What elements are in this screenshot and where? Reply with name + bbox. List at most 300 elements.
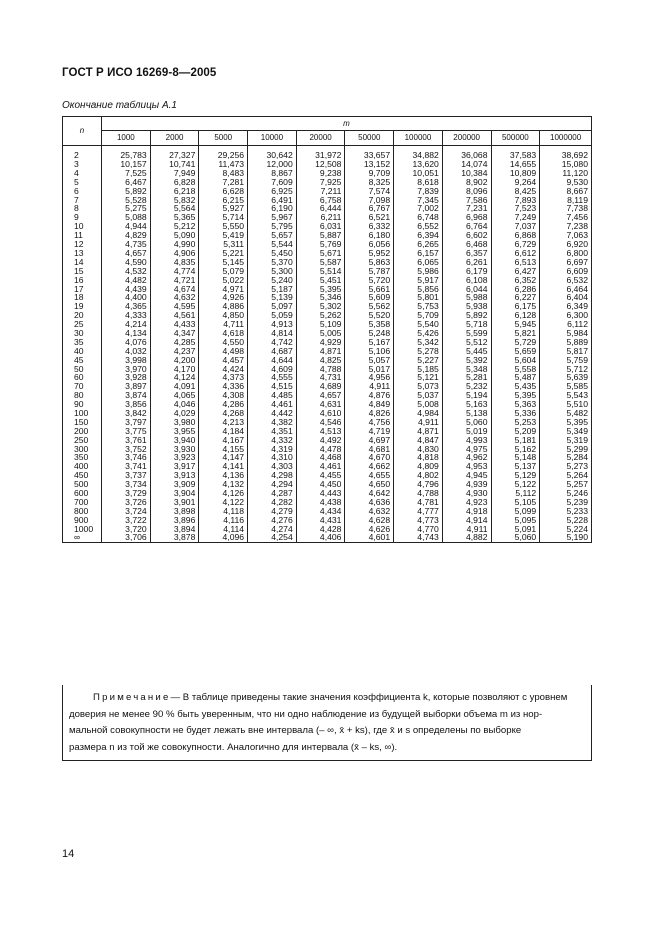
n-cell: 3 [63, 160, 102, 169]
table-header-row-2 [63, 131, 592, 146]
value-cell: 4,849 [345, 400, 394, 409]
n-cell: 450 [63, 471, 102, 480]
value-cell: 13,620 [394, 160, 443, 169]
value-cell: 3,726 [102, 498, 151, 507]
value-cell: 4,433 [150, 320, 199, 329]
value-cell: 37,583 [491, 146, 540, 160]
value-cell: 4,731 [296, 373, 345, 382]
value-cell: 4,478 [296, 444, 345, 453]
value-cell: 5,558 [491, 364, 540, 373]
value-cell: 3,724 [102, 507, 151, 516]
value-cell: 4,770 [394, 524, 443, 533]
value-cell: 3,752 [102, 444, 151, 453]
value-cell: 4,167 [199, 436, 248, 445]
value-cell: 5,246 [540, 489, 592, 498]
value-cell: 5,336 [491, 409, 540, 418]
value-cell: 5,889 [540, 338, 592, 347]
n-cell: 13 [63, 249, 102, 258]
value-cell: 4,721 [150, 275, 199, 284]
value-cell: 4,735 [102, 240, 151, 249]
n-cell: 900 [63, 516, 102, 525]
column-header: 200000 [442, 131, 491, 146]
value-cell: 12,508 [296, 160, 345, 169]
value-cell: 4,424 [199, 364, 248, 373]
value-cell: 4,993 [442, 436, 491, 445]
value-cell: 5,769 [296, 240, 345, 249]
value-cell: 5,712 [540, 364, 592, 373]
value-cell: 4,601 [345, 533, 394, 542]
value-cell: 4,689 [296, 382, 345, 391]
value-cell: 3,898 [150, 507, 199, 516]
value-cell: 6,552 [394, 222, 443, 231]
value-cell: 5,435 [491, 382, 540, 391]
n-cell: 800 [63, 507, 102, 516]
value-cell: 6,925 [248, 187, 297, 196]
value-cell: 5,856 [394, 284, 443, 293]
value-cell: 4,532 [102, 267, 151, 276]
value-cell: 5,714 [199, 213, 248, 222]
value-cell: 5,392 [442, 355, 491, 364]
value-cell: 3,894 [150, 524, 199, 533]
value-cell: 4,674 [150, 284, 199, 293]
value-cell: 4,911 [394, 418, 443, 427]
value-cell: 4,406 [296, 533, 345, 542]
value-cell: 5,112 [491, 489, 540, 498]
value-cell: 4,697 [345, 436, 394, 445]
value-cell: 5,106 [345, 347, 394, 356]
value-cell: 7,456 [540, 213, 592, 222]
value-cell: 5,863 [345, 258, 394, 267]
value-cell: 5,079 [199, 267, 248, 276]
value-cell: 5,162 [491, 444, 540, 453]
value-cell: 4,618 [199, 329, 248, 338]
n-cell: 6 [63, 187, 102, 196]
n-cell: 19 [63, 302, 102, 311]
value-cell: 6,352 [491, 275, 540, 284]
value-cell: 4,336 [199, 382, 248, 391]
value-cell: 4,124 [150, 373, 199, 382]
n-cell: 11 [63, 231, 102, 240]
value-cell: 4,294 [248, 480, 297, 489]
value-cell: 4,450 [296, 480, 345, 489]
value-cell: 4,918 [442, 507, 491, 516]
value-cell: 4,847 [394, 436, 443, 445]
value-cell: 5,137 [491, 462, 540, 471]
value-cell: 6,112 [540, 320, 592, 329]
note-line-2: доверия не менее 90 % быть уверенным, что ни одно наблюдение из будущей выборки объема m из нор- [69, 708, 543, 720]
value-cell: 5,528 [102, 195, 151, 204]
n-cell: 90 [63, 400, 102, 409]
value-cell: 4,096 [199, 533, 248, 542]
value-cell: 4,835 [150, 258, 199, 267]
value-cell: 8,425 [491, 187, 540, 196]
value-cell: 5,544 [248, 240, 297, 249]
value-cell: 4,118 [199, 507, 248, 516]
value-cell: 4,742 [248, 338, 297, 347]
n-cell: 9 [63, 213, 102, 222]
n-column-header: n [63, 117, 102, 146]
value-cell: 4,550 [199, 338, 248, 347]
value-cell: 5,562 [345, 302, 394, 311]
value-cell: 6,128 [491, 311, 540, 320]
value-cell: 8,119 [540, 195, 592, 204]
value-cell: 3,917 [150, 462, 199, 471]
value-cell: 5,720 [345, 275, 394, 284]
value-cell: 4,065 [150, 391, 199, 400]
n-cell: 10 [63, 222, 102, 231]
value-cell: 4,373 [199, 373, 248, 382]
value-cell: 8,483 [199, 169, 248, 178]
value-cell: 5,257 [540, 480, 592, 489]
value-cell: 6,697 [540, 258, 592, 267]
value-cell: 6,444 [296, 204, 345, 213]
value-cell: 5,639 [540, 373, 592, 382]
value-cell: 10,384 [442, 169, 491, 178]
value-cell: 5,232 [442, 382, 491, 391]
value-cell: 5,952 [345, 249, 394, 258]
value-cell: 6,265 [394, 240, 443, 249]
column-header: 500000 [491, 131, 540, 146]
value-cell: 14,074 [442, 160, 491, 169]
n-cell: 150 [63, 418, 102, 427]
value-cell: 7,249 [491, 213, 540, 222]
value-cell: 4,777 [394, 507, 443, 516]
value-cell: 6,394 [394, 231, 443, 240]
column-header: 2000 [150, 131, 199, 146]
value-cell: 6,227 [491, 293, 540, 302]
value-cell: 8,325 [345, 178, 394, 187]
n-cell: 17 [63, 284, 102, 293]
value-cell: 6,300 [540, 311, 592, 320]
value-cell: 4,285 [150, 338, 199, 347]
n-cell: 300 [63, 444, 102, 453]
value-cell: 6,044 [442, 284, 491, 293]
value-cell: 10,809 [491, 169, 540, 178]
value-cell: 4,298 [248, 471, 297, 480]
value-cell: 5,233 [540, 507, 592, 516]
value-cell: 6,491 [248, 195, 297, 204]
value-cell: 5,945 [491, 320, 540, 329]
value-cell: 5,275 [102, 204, 151, 213]
value-cell: 5,729 [491, 338, 540, 347]
value-cell: 5,365 [150, 213, 199, 222]
value-cell: 6,764 [442, 222, 491, 231]
value-cell: 6,357 [442, 249, 491, 258]
value-cell: 6,920 [540, 240, 592, 249]
value-cell: 5,262 [296, 311, 345, 320]
page-number: 14 [62, 848, 75, 860]
value-cell: 4,939 [442, 480, 491, 489]
n-cell: 45 [63, 355, 102, 364]
value-cell: 7,063 [540, 231, 592, 240]
table-row [63, 533, 592, 542]
m-group-header: m [102, 117, 592, 131]
value-cell: 4,642 [345, 489, 394, 498]
value-cell: 4,929 [296, 338, 345, 347]
value-cell: 4,286 [199, 400, 248, 409]
value-cell: 5,927 [199, 204, 248, 213]
value-cell: 6,868 [491, 231, 540, 240]
value-cell: 5,194 [442, 391, 491, 400]
value-cell: 4,287 [248, 489, 297, 498]
value-cell: 5,240 [248, 275, 297, 284]
value-cell: 8,096 [442, 187, 491, 196]
value-cell: 5,299 [540, 444, 592, 453]
column-header: 10000 [248, 131, 297, 146]
value-cell: 6,157 [394, 249, 443, 258]
value-cell: 5,599 [442, 329, 491, 338]
value-cell: 4,971 [199, 284, 248, 293]
value-cell: 5,190 [540, 533, 592, 542]
value-cell: 4,871 [394, 427, 443, 436]
value-cell: 4,945 [442, 471, 491, 480]
value-cell: 3,741 [102, 462, 151, 471]
value-cell: 4,756 [345, 418, 394, 427]
value-cell: 4,809 [394, 462, 443, 471]
value-cell: 9,709 [345, 169, 394, 178]
value-cell: 4,254 [248, 533, 297, 542]
value-cell: 4,274 [248, 524, 297, 533]
value-cell: 10,741 [150, 160, 199, 169]
value-cell: 5,540 [394, 320, 443, 329]
n-cell: 12 [63, 240, 102, 249]
value-cell: 5,167 [345, 338, 394, 347]
n-cell: 60 [63, 373, 102, 382]
value-cell: 4,911 [345, 382, 394, 391]
value-cell: 4,662 [345, 462, 394, 471]
value-cell: 4,871 [296, 347, 345, 356]
note-dash: — [170, 692, 183, 703]
value-cell: 6,748 [394, 213, 443, 222]
n-cell: 600 [63, 489, 102, 498]
value-cell: 6,218 [150, 187, 199, 196]
value-cell: 4,610 [296, 409, 345, 418]
value-cell: 3,980 [150, 418, 199, 427]
value-cell: 7,345 [394, 195, 443, 204]
column-header: 100000 [394, 131, 443, 146]
value-cell: 5,224 [540, 524, 592, 533]
value-cell: 7,238 [540, 222, 592, 231]
value-cell: 6,215 [199, 195, 248, 204]
value-cell: 13,152 [345, 160, 394, 169]
value-cell: 5,817 [540, 347, 592, 356]
value-cell: 5,395 [540, 418, 592, 427]
value-cell: 7,002 [394, 204, 443, 213]
value-cell: 5,986 [394, 267, 443, 276]
value-cell: 5,022 [199, 275, 248, 284]
value-cell: 5,661 [345, 284, 394, 293]
value-cell: 34,882 [394, 146, 443, 160]
value-cell: 15,080 [540, 160, 592, 169]
value-cell: 4,365 [102, 302, 151, 311]
value-cell: 4,914 [442, 516, 491, 525]
value-cell: 5,060 [491, 533, 540, 542]
value-cell: 31,972 [296, 146, 345, 160]
value-cell: 4,439 [102, 284, 151, 293]
value-cell: 5,346 [296, 293, 345, 302]
value-cell: 4,826 [345, 409, 394, 418]
value-cell: 4,636 [345, 498, 394, 507]
value-cell: 5,514 [296, 267, 345, 276]
value-cell: 7,231 [442, 204, 491, 213]
n-cell: 35 [63, 338, 102, 347]
value-cell: 5,892 [442, 311, 491, 320]
value-cell: 4,438 [296, 498, 345, 507]
value-cell: 36,068 [442, 146, 491, 160]
value-cell: 7,738 [540, 204, 592, 213]
value-cell: 4,546 [296, 418, 345, 427]
table-row [63, 146, 592, 160]
value-cell: 6,190 [248, 204, 297, 213]
value-cell: 5,450 [248, 249, 297, 258]
n-cell: 25 [63, 320, 102, 329]
value-cell: 4,657 [296, 391, 345, 400]
value-cell: 6,609 [540, 267, 592, 276]
value-cell: 7,574 [345, 187, 394, 196]
value-cell: 5,060 [442, 418, 491, 427]
value-cell: 5,451 [296, 275, 345, 284]
value-cell: 4,626 [345, 524, 394, 533]
value-cell: 9,530 [540, 178, 592, 187]
column-header: 20000 [296, 131, 345, 146]
value-cell: 7,949 [150, 169, 199, 178]
value-cell: 5,543 [540, 391, 592, 400]
value-cell: 6,179 [442, 267, 491, 276]
value-cell: 5,319 [540, 436, 592, 445]
n-cell: 250 [63, 436, 102, 445]
value-cell: 38,692 [540, 146, 592, 160]
value-cell: 7,211 [296, 187, 345, 196]
value-cell: 3,720 [102, 524, 151, 533]
value-cell: 4,351 [248, 427, 297, 436]
value-cell: 5,185 [394, 364, 443, 373]
note-label: Примечание [93, 692, 171, 703]
value-cell: 4,091 [150, 382, 199, 391]
value-cell: 5,148 [491, 453, 540, 462]
n-cell: 70 [63, 382, 102, 391]
value-cell: 5,358 [345, 320, 394, 329]
value-cell: 3,729 [102, 489, 151, 498]
value-cell: 3,896 [150, 516, 199, 525]
n-cell: 80 [63, 391, 102, 400]
value-cell: 5,073 [394, 382, 443, 391]
value-cell: 4,975 [442, 444, 491, 453]
value-cell: 3,746 [102, 453, 151, 462]
value-cell: 25,783 [102, 146, 151, 160]
value-cell: 5,248 [345, 329, 394, 338]
value-cell: 4,886 [199, 302, 248, 311]
table-header-row-1 [63, 117, 592, 131]
value-cell: 12,000 [248, 160, 297, 169]
column-header: 5000 [199, 131, 248, 146]
value-cell: 5,585 [540, 382, 592, 391]
value-cell: 4,595 [150, 302, 199, 311]
value-cell: 3,923 [150, 453, 199, 462]
n-cell: 15 [63, 267, 102, 276]
value-cell: 5,227 [394, 355, 443, 364]
value-cell: 4,984 [394, 409, 443, 418]
value-cell: 5,718 [442, 320, 491, 329]
value-cell: 5,228 [540, 516, 592, 525]
value-cell: 5,887 [296, 231, 345, 240]
value-cell: 5,273 [540, 462, 592, 471]
value-cell: 5,209 [491, 427, 540, 436]
value-cell: 6,612 [491, 249, 540, 258]
value-cell: 4,990 [150, 240, 199, 249]
value-cell: 5,395 [296, 284, 345, 293]
value-cell: 4,788 [394, 489, 443, 498]
value-cell: 5,395 [491, 391, 540, 400]
value-cell: 4,114 [199, 524, 248, 533]
value-cell: 7,609 [248, 178, 297, 187]
value-cell: 4,818 [394, 453, 443, 462]
value-cell: 5,821 [491, 329, 540, 338]
value-cell: 10,051 [394, 169, 443, 178]
value-cell: 5,037 [394, 391, 443, 400]
value-cell: 5,759 [540, 355, 592, 364]
value-cell: 3,797 [102, 418, 151, 427]
value-cell: 5,090 [150, 231, 199, 240]
value-cell: 4,076 [102, 338, 151, 347]
value-cell: 5,109 [296, 320, 345, 329]
value-cell: 4,555 [248, 373, 297, 382]
value-cell: 4,655 [345, 471, 394, 480]
value-cell: 5,122 [491, 480, 540, 489]
value-cell: 6,758 [296, 195, 345, 204]
value-cell: 5,005 [296, 329, 345, 338]
value-cell: 4,719 [345, 427, 394, 436]
value-cell: 6,468 [442, 240, 491, 249]
n-cell: 40 [63, 347, 102, 356]
value-cell: 4,333 [102, 311, 151, 320]
value-cell: 7,037 [491, 222, 540, 231]
value-cell: 4,850 [199, 311, 248, 320]
value-cell: 30,642 [248, 146, 297, 160]
document-header: ГОСТ Р ИСО 16269-8—2005 [62, 67, 217, 79]
value-cell: 5,349 [540, 427, 592, 436]
value-cell: 6,729 [491, 240, 540, 249]
value-cell: 3,775 [102, 427, 151, 436]
value-cell: 8,667 [540, 187, 592, 196]
value-cell: 3,734 [102, 480, 151, 489]
value-cell: 14,655 [491, 160, 540, 169]
value-cell: 6,968 [442, 213, 491, 222]
value-cell: 4,455 [296, 471, 345, 480]
value-cell: 33,657 [345, 146, 394, 160]
n-cell: 200 [63, 427, 102, 436]
value-cell: 7,839 [394, 187, 443, 196]
value-cell: 5,659 [491, 347, 540, 356]
value-cell: 5,832 [150, 195, 199, 204]
value-cell: 4,644 [248, 355, 297, 364]
value-cell: 4,132 [199, 480, 248, 489]
value-cell: 5,139 [248, 293, 297, 302]
value-cell: 4,609 [248, 364, 297, 373]
value-cell: 5,212 [150, 222, 199, 231]
n-cell: 1000 [63, 524, 102, 533]
n-cell: 4 [63, 169, 102, 178]
value-cell: 4,213 [199, 418, 248, 427]
value-cell: 6,031 [296, 222, 345, 231]
value-cell: 5,121 [394, 373, 443, 382]
value-cell: 27,327 [150, 146, 199, 160]
value-cell: 9,238 [296, 169, 345, 178]
value-cell: 7,523 [491, 204, 540, 213]
value-cell: 5,426 [394, 329, 443, 338]
value-cell: 5,753 [394, 302, 443, 311]
table-body [63, 146, 592, 543]
value-cell: 7,586 [442, 195, 491, 204]
